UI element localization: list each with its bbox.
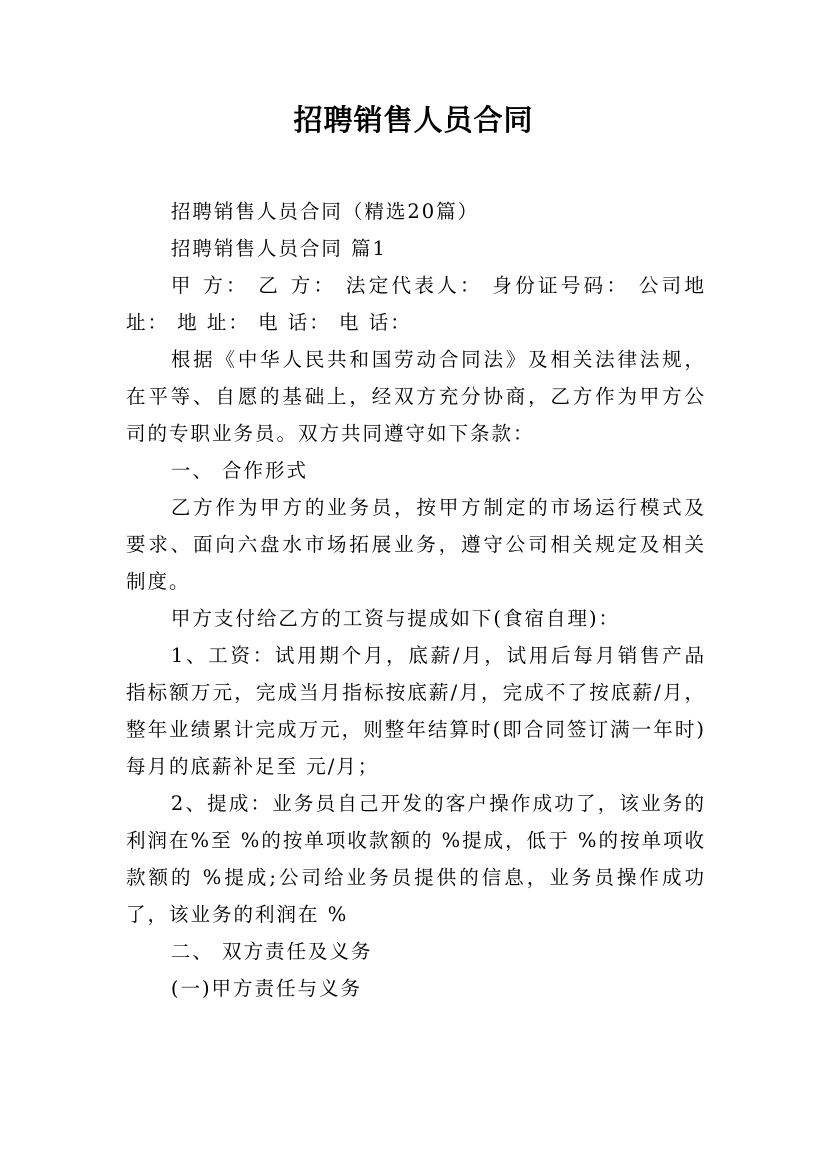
- section-heading-cooperation: 一、 合作形式: [170, 459, 309, 482]
- paragraph-preamble: 根据《中华人民共和国劳动合同法》及相关法律法规，在平等、自愿的基础上，经双方充分协商，乙方作为甲方公司的专职业务员。双方共同遵守如下条款：: [126, 348, 706, 445]
- paragraph-commission: 2、提成：业务员自己开发的客户操作成功了，该业务的利润在%至 %的按单项收款额的 %提成，低于 %的按单项收款额的 %提成;公司给业务员提供的信息，业务员操作成功了，该业务的利润在 %: [126, 792, 706, 926]
- paragraph-salary-intro: 甲方支付给乙方的工资与提成如下(食宿自理)：: [170, 607, 621, 630]
- section-heading-responsibilities: 二、 双方责任及义务: [170, 940, 373, 963]
- paragraph-cooperation: 乙方作为甲方的业务员，按甲方制定的市场运行模式及要求、面向六盘水市场拓展业务，遵守公司相关规定及相关制度。: [126, 496, 706, 593]
- paragraph-subtitle: 招聘销售人员合同（精选20篇）: [170, 200, 480, 223]
- paragraph-salary: 1、工资：试用期个月，底薪/月，试用后每月销售产品指标额万元，完成当月指标按底薪/月，完成不了按底薪/月，整年业绩累计完成万元，则整年结算时(即合同签订满一年时)每月的底薪补足至 元/月；: [126, 644, 706, 778]
- subsection-heading-party-a: (一)甲方责任与义务: [170, 977, 363, 1000]
- paragraph-article-heading: 招聘销售人员合同 篇1: [170, 237, 387, 260]
- document-title: 招聘销售人员合同: [293, 103, 534, 137]
- document-body: [126, 193, 706, 1007]
- paragraph-parties: 甲 方： 乙 方： 法定代表人： 身份证号码： 公司地址： 地 址： 电 话： 电 话：: [126, 274, 706, 334]
